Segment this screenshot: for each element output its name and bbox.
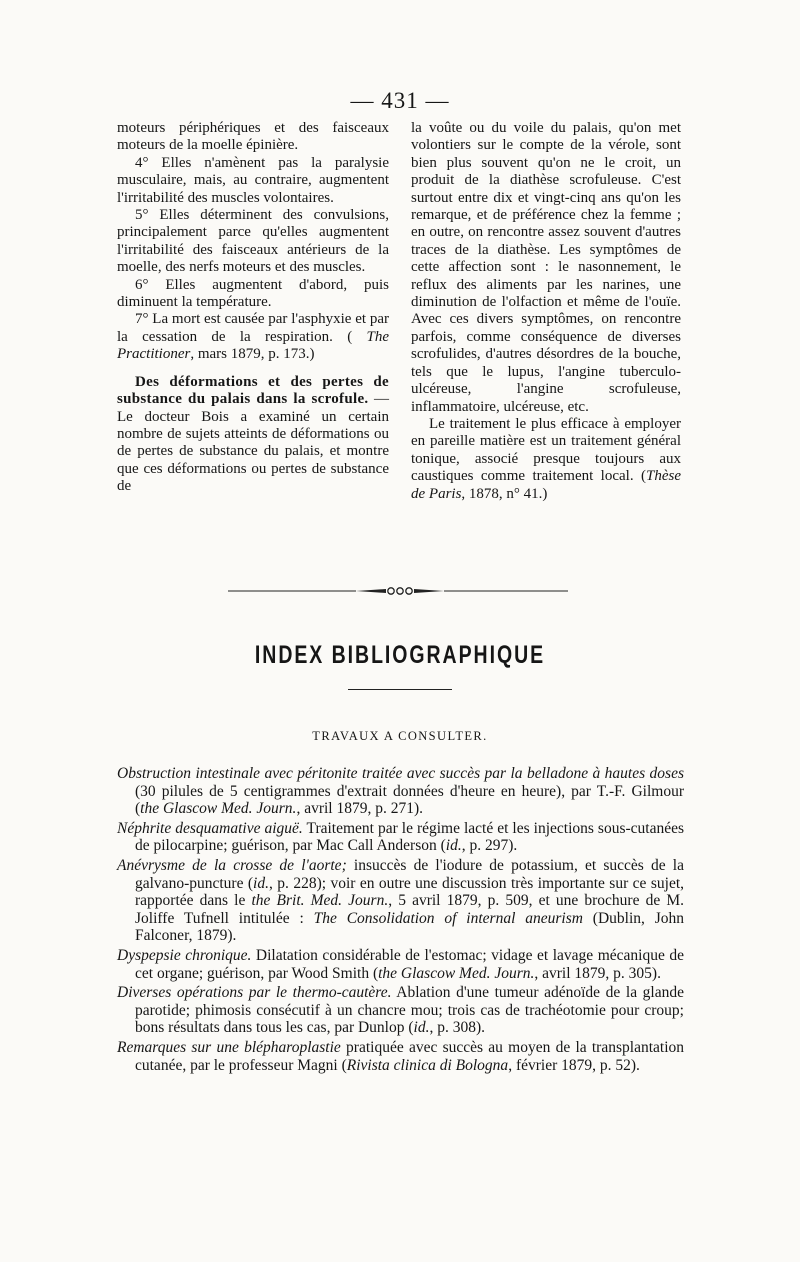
left-column <box>117 120 389 496</box>
entry-text: , p. 297). <box>461 837 518 855</box>
bibliography-entry <box>117 857 684 945</box>
journal-name: Rivista clinica di Bologna <box>346 1056 509 1074</box>
paragraph <box>117 374 389 496</box>
entry-title: Dyspepsie chronique. <box>117 946 252 964</box>
entry-text: , février 1879, p. 52). <box>508 1056 640 1074</box>
entry-text: insuccès de l'iodure de potassium, et succès de la galvano-puncture ( <box>135 856 684 892</box>
paragraph-text: 7° La mort est causée par l'asphyxie et par la cessation de la respiration. ( <box>117 311 389 345</box>
paragraph: 6° Elles augmentent d'abord, puis diminuent la température. <box>117 276 389 311</box>
right-column <box>411 120 681 503</box>
article-heading: Des déformations et des pertes de substance du palais dans la scrofule. <box>117 373 389 408</box>
entry-text: Dilatation considérable de l'estomac; vidage et lavage mécanique de cet organe; guérison, par Wood Smith ( <box>135 946 684 982</box>
entry-text: Ablation d'une tumeur adénoïde de la glande parotide; phimosis consécutif à un chancre mou; trois cas de trachéotomie pour croup; bons résultats dans tous les cas, par Dunlop ( <box>135 984 684 1037</box>
paragraph <box>117 311 389 363</box>
source-citation: The Practitioner <box>117 328 389 363</box>
paragraph-text: Le traitement le plus efficace à employer en pareille matière est un traitement général tonique, associé presque toujours aux caustiques comme traitement local. ( <box>411 415 681 485</box>
journal-name: id. <box>413 1019 430 1037</box>
title-rule <box>348 689 452 690</box>
paragraph: 4° Elles n'amènent pas la paralysie musculaire, mais, au contraire, augmentent l'irritabilité des muscles volontaires. <box>117 154 389 206</box>
bibliography-entry <box>117 1039 684 1074</box>
paragraph-text: — Le docteur Bois a examiné un certain nombre de sujets atteints de déformations ou de pertes de substance du palais, et montre que ces déformations ou pertes de substance de <box>117 391 390 495</box>
paragraph-text: , mars 1879, p. 173.) <box>190 346 315 363</box>
journal-name: the Glascow Med. Journ. <box>140 800 297 818</box>
journal-name: id. <box>445 837 462 855</box>
journal-name: the Brit. Med. Journ. <box>251 892 389 910</box>
bibliography-entry <box>117 984 684 1037</box>
entry-text: Traitement par le régime lacté et les injections sous-cutanées de pilocarpine; guérison, par Mac Call Anderson ( <box>135 819 685 855</box>
entry-text: , p. 228); voir en outre une discussion très importante sur ce sujet, rapportée dans le <box>135 874 684 910</box>
paragraph <box>411 416 681 503</box>
page-number: — 431 — <box>350 88 450 113</box>
entry-text: , 5 avril 1879, p. 509, et une brochure de M. Joliffe Tufnell intitulée : <box>135 892 684 927</box>
entry-text: (Dublin, John Falconer, 1879). <box>135 909 685 945</box>
paragraph: la voûte ou du voile du palais, qu'on met volontiers sur le compte de la vérole, sont bien plus souvent qu'on ne le croit, un produit de la diathèse scrofuleuse. C'est surtout entre dix et vingt-cinq ans qu'on les remarque, et de préférence chez la femme ; en outre, on rencontre assez souvent d'autres traces de la diathèse. Les symptômes de cette affection sont : le nasonnement, le reflux des aliments par les narines, une diminution de l'olfaction et même de l'ouïe. Avec ces divers symptômes, on rencontre parfois, comme conséquence de diverses scrofulides, d'autres désordres de la bouche, tels que le lupus, l'angine tuberculo-ulcéreuse, l'angine scrofuleuse, inflammatoire, ulcéreuse, etc. <box>411 120 681 415</box>
bibliography-entry <box>117 820 684 855</box>
publication-title: The Consolidation of internal aneurism <box>313 909 583 927</box>
paragraph: 5° Elles déterminent des convulsions, principalement parce qu'elles augmentent l'irritabilité des faisceaux antérieurs de la moelle, des nerfs moteurs et des muscles. <box>117 207 389 276</box>
ornament-divider <box>228 583 568 599</box>
journal-name: id. <box>253 874 269 892</box>
source-citation: Thèse de Paris <box>411 468 681 502</box>
entry-title: Obstruction intestinale avec péritonite traitée avec succès par la belladone à hautes doses <box>117 765 684 782</box>
section-title: INDEX BIBLIOGRAPHIQUE <box>254 641 546 669</box>
bibliography-entry <box>117 765 684 818</box>
bibliography-entry <box>117 947 684 982</box>
entry-text: pratiquée avec succès au moyen de la transplantation cutanée, par le professeur Magni ( <box>135 1038 684 1074</box>
entry-text: (30 pilules de 5 centigrammes d'extrait données d'heure en heure), par T.-F. Gilmour ( <box>135 782 684 818</box>
entry-text: , avril 1879, p. 305). <box>534 964 661 982</box>
entry-title: Néphrite desquamative aiguë. <box>117 819 303 837</box>
entry-text: , avril 1879, p. 271). <box>296 800 424 818</box>
bibliography-list <box>117 765 684 1076</box>
entry-title: Diverses opérations par le thermo-cautère. <box>117 984 392 1002</box>
entry-title: Anévrysme de la crosse de l'aorte; <box>117 856 347 874</box>
paragraph: moteurs périphériques et des faisceaux moteurs de la moelle épinière. <box>117 120 389 154</box>
paragraph-text: , 1878, n° 41.) <box>461 485 548 502</box>
entry-text: , p. 308). <box>429 1019 486 1037</box>
subsection-title: TRAVAUX A CONSULTER. <box>312 729 488 743</box>
entry-title: Remarques sur une blépharoplastie <box>117 1038 341 1056</box>
journal-name: the Glascow Med. Journ. <box>378 964 535 982</box>
